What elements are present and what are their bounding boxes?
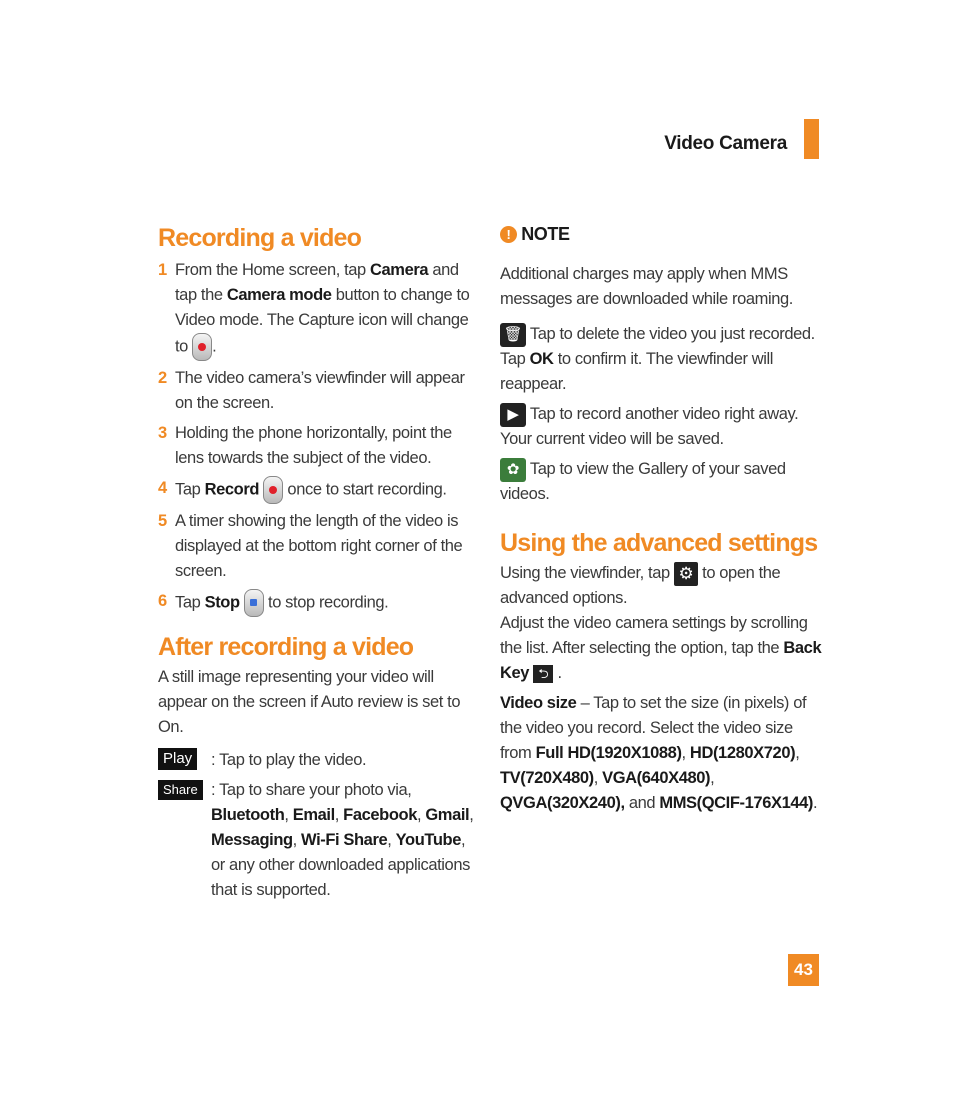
- step-text: A timer showing the length of the video is displayed at the bottom right corner of the screen.: [175, 512, 463, 580]
- note-text: Additional charges may apply when MMS messages are downloaded while roaming.: [500, 265, 793, 308]
- step-bold: Stop: [204, 593, 240, 612]
- advanced-text: Adjust the video camera settings by scrolling the list. After selecting the option, tap the: [500, 614, 808, 657]
- step-number: 1: [158, 261, 167, 279]
- delete-text: Tap to delete the video you just recorded. Tap: [500, 325, 815, 368]
- note-header: [500, 222, 822, 248]
- advanced-text: Using the viewfinder, tap: [500, 564, 674, 582]
- video-camera-icon: ▶: [500, 403, 526, 427]
- advanced-p2: [500, 611, 822, 686]
- advanced-heading: Using the advanced settings: [500, 529, 818, 557]
- step-number: 5: [158, 512, 167, 530]
- size-option: QVGA(320X240),: [500, 794, 625, 812]
- stop-icon: [244, 589, 264, 617]
- note-title: NOTE: [521, 224, 570, 244]
- and-text: and: [624, 794, 660, 812]
- ok-label: OK: [529, 350, 554, 368]
- play-text: : Tap to play the video.: [211, 751, 367, 769]
- gear-icon: ⚙: [674, 562, 698, 586]
- step-bold: Record: [204, 480, 260, 499]
- share-button[interactable]: Share: [158, 780, 203, 800]
- share-app: Email: [292, 806, 335, 824]
- step-text: From the Home screen, tap: [175, 261, 371, 279]
- recording-steps: [158, 258, 476, 617]
- after-intro: A still image representing your video will appear on the screen if Auto review is set to On.: [158, 668, 461, 736]
- delete-text: to confirm it. The viewfinder will reappear.: [500, 350, 774, 393]
- recording-heading: Recording a video: [158, 224, 362, 252]
- share-app: Gmail: [425, 806, 470, 824]
- record-para: [500, 402, 822, 452]
- capture-video-icon: [192, 333, 212, 361]
- header-accent-bar: [804, 119, 819, 159]
- step-number: 2: [158, 369, 167, 387]
- step-bold: Camera: [370, 261, 429, 279]
- size-option: VGA(640X480): [602, 769, 711, 787]
- gallery-para: [500, 457, 822, 507]
- gallery-text: Tap to view the Gallery of your saved videos.: [500, 460, 786, 503]
- share-app: Messaging: [211, 831, 293, 849]
- trash-icon: 🗑: [500, 323, 526, 347]
- right-column: [500, 222, 822, 816]
- step-text: once to start recording.: [283, 480, 447, 499]
- step-6: [158, 589, 476, 617]
- share-app: Facebook: [343, 806, 417, 824]
- step-text: and tap the: [175, 261, 459, 304]
- step-text: Holding the phone horizontally, point the lens towards the subject of the video.: [175, 424, 452, 467]
- size-option: MMS(QCIF-176X144): [659, 794, 813, 812]
- step-number: 3: [158, 424, 167, 442]
- video-size-label: Video size: [500, 694, 577, 712]
- step-text: button to change to Video mode. The Capture icon will change to: [175, 286, 470, 356]
- size-option: HD(1280X720): [689, 744, 796, 762]
- step-4: [158, 476, 476, 504]
- left-column: [158, 222, 476, 903]
- step-text: .: [212, 337, 217, 356]
- warning-icon: !: [500, 226, 517, 243]
- delete-para: [500, 322, 822, 397]
- play-row: [158, 748, 476, 773]
- step-5: [158, 509, 476, 584]
- play-button[interactable]: Play: [158, 748, 197, 770]
- size-option: TV(720X480): [500, 769, 594, 787]
- step-text: The video camera’s viewfinder will appear on the screen.: [175, 369, 465, 412]
- step-1: [158, 258, 476, 361]
- step-number: 4: [158, 479, 167, 497]
- page-number: 43: [788, 954, 819, 986]
- step-text: Tap: [175, 480, 205, 499]
- record-icon: [263, 476, 283, 504]
- share-app: Bluetooth: [211, 806, 285, 824]
- video-size-para: Video size – Tap to set the size (in pixels) of the video you record. Select the video size from Full HD(1920X1088), HD(1280X720), TV(720X480), VGA(640X480), QVGA(320X240), and MMS(QCIF-176X144).: [500, 694, 818, 812]
- advanced-text: to open the advanced options.: [500, 564, 781, 607]
- advanced-p1: [500, 561, 822, 611]
- step-text: Tap: [175, 593, 205, 612]
- back-key-icon: ⮌: [533, 665, 553, 683]
- step-number: 6: [158, 592, 167, 610]
- share-text: : Tap to share your photo via,: [211, 781, 412, 799]
- step-2: [158, 366, 476, 416]
- step-bold: Camera mode: [226, 286, 332, 304]
- advanced-text: .: [553, 664, 562, 682]
- size-option: Full HD(1920X1088): [535, 744, 682, 762]
- record-text: Tap to record another video right away. Your current video will be saved.: [500, 405, 799, 448]
- end-text: .: [813, 794, 818, 812]
- video-size-text: – Tap to set the size (in pixels) of the video you record. Select the video size from: [500, 694, 807, 762]
- share-app: YouTube: [395, 831, 461, 849]
- step-text: to stop recording.: [263, 593, 389, 612]
- running-header: Video Camera: [664, 133, 787, 154]
- gallery-icon: ✿: [500, 458, 526, 482]
- share-row: Share : Tap to share your photo via, Bluetooth, Email, Facebook, Gmail, Messaging, Wi-Fi Share, YouTube, or any other downloaded applications that is supported.: [158, 778, 476, 903]
- back-key-label: Back Key: [500, 639, 822, 682]
- share-tail: , or any other downloaded applications that is supported.: [211, 831, 470, 899]
- step-3: [158, 421, 476, 471]
- after-heading: After recording a video: [158, 633, 414, 661]
- share-app: Wi-Fi Share: [301, 831, 388, 849]
